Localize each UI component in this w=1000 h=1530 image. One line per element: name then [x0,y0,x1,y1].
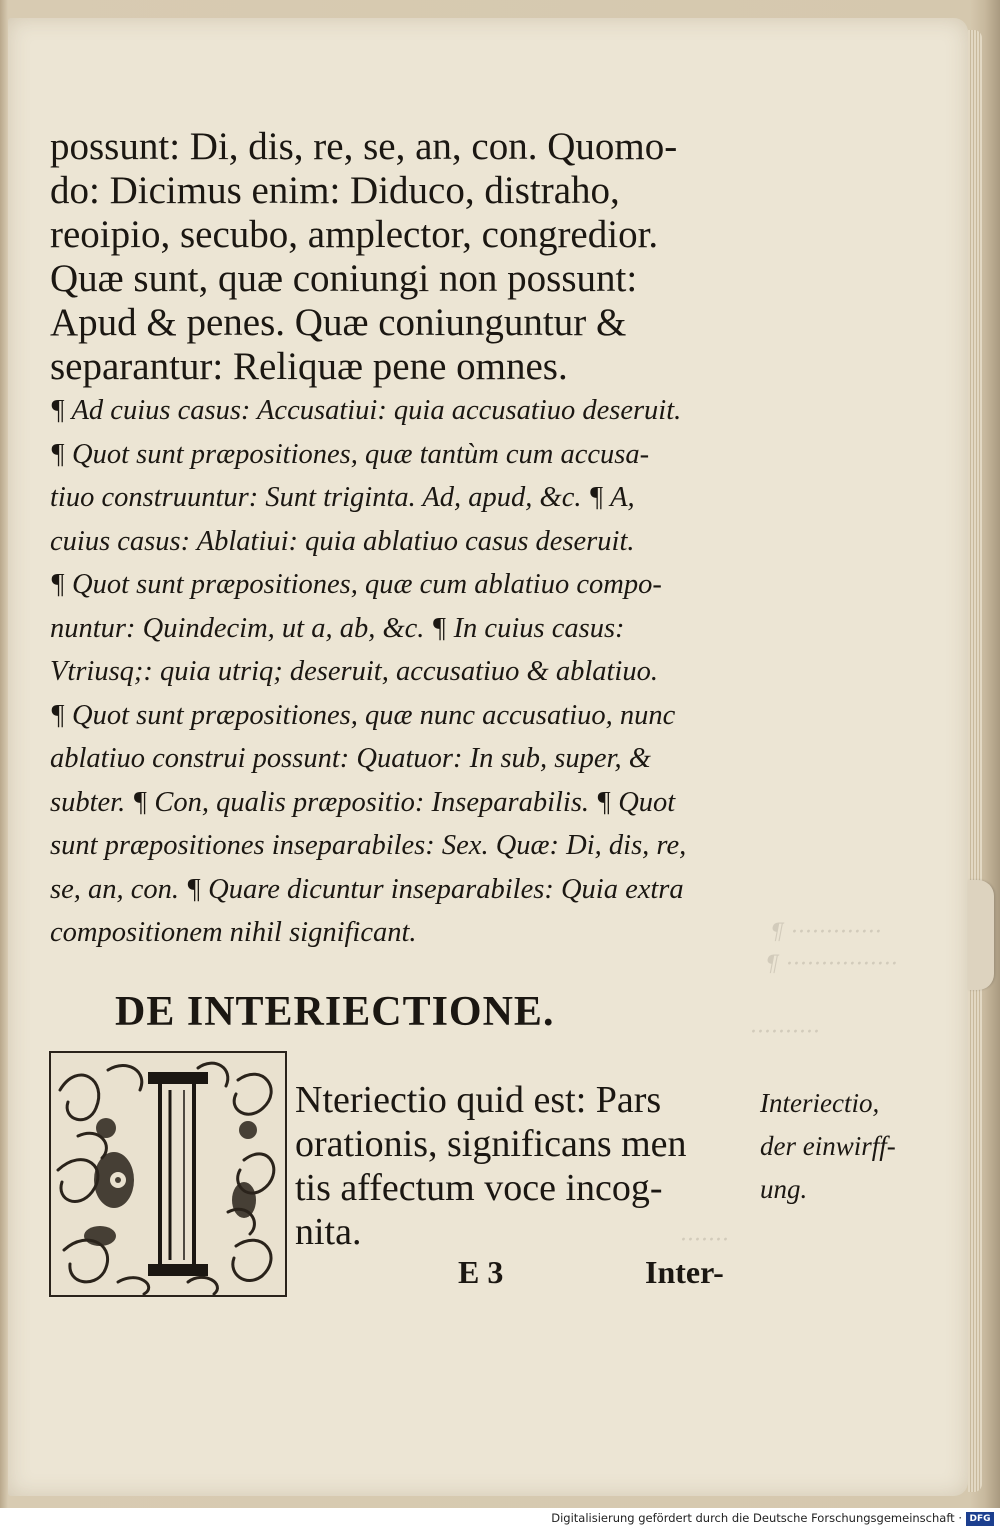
signature-mark: E 3 [458,1254,504,1290]
page-edges [968,30,982,1492]
entry-line: nita. [295,1211,362,1253]
text-line: separantur: Reliquæ pene omnes. [50,345,568,388]
text-line: subter. ¶ Con, qualis præpositio: Inseparabilis. ¶ Quot [50,786,676,818]
gloss-line: Interiectio, [760,1088,880,1118]
section-heading: DE INTERIECTIONE. [115,989,555,1035]
gloss-line: der einwirff- [760,1131,896,1161]
woodcut-initial-icon [48,1050,288,1298]
interjection-entry [295,1078,755,1254]
text-line: Quæ sunt, quæ coniungi non possunt: [50,257,638,300]
text-line: cuius casus: Ablatiui: quia ablatiuo casus deseruit. [50,525,635,557]
text-line: ¶ Quot sunt præpositiones, quæ tantùm cum accusa- [50,438,650,470]
text-line: tiuo construuntur: Sunt triginta. Ad, apud, &c. ¶ A, [50,482,635,513]
funding-credit: Digitalisierung gefördert durch die Deutsche Forschungsgemeinschaft · [551,1511,962,1525]
text-line: Vtriusq;: quia utriq; deseruit, accusatiuo & ablatiuo. [50,656,658,687]
text-line: ¶ Ad cuius casus: Accusatiui: quia accusatiuo deseruit. [50,395,682,426]
dfg-logo-icon: DFG [966,1512,994,1526]
text-line: do: Dicimus enim: Diduco, distraho, [50,169,620,212]
text-line: reoipio, secubo, amplector, congredior. [50,213,659,256]
footer-bar [0,1508,1000,1530]
text-line: se, an, con. ¶ Quare dicuntur inseparabiles: Quia extra [50,873,684,905]
decorated-initial-icon [48,1050,288,1298]
gloss-line: ung. [760,1174,808,1204]
body-text [50,125,762,955]
bleed-through: ¶ ············· [770,920,882,945]
bleed-through: ·········· [750,1020,820,1045]
text-line: possunt: Di, dis, re, se, an, con. Quomo- [50,125,678,168]
text-line: sunt præpositiones inseparabiles: Sex. Quæ: Di, dis, re, [50,830,687,861]
text-line: Apud & penes. Quæ coniunguntur & [50,301,627,344]
entry-line: Nteriectio quid est: Pars [295,1079,662,1121]
text-line: nuntur: Quindecim, ut a, ab, &c. ¶ In cuius casus: [50,612,625,644]
text-line: ¶ Quot sunt præpositiones, quæ cum ablatiuo compo- [50,569,662,600]
text-line: ¶ Quot sunt præpositiones, quæ nunc accusatiuo, nunc [50,699,676,731]
margin-gloss [760,1082,930,1211]
text-line: compositionem nihil significant. [50,917,417,948]
bleed-through: ······· [680,1228,729,1253]
catchword: Inter- [645,1254,724,1290]
page-tab [968,880,994,990]
bleed-through: ¶ ················ [765,952,898,977]
text-line: ablatiuo construi possunt: Quatuor: In sub, super, & [50,743,651,774]
entry-line: tis affectum voce incog- [295,1167,663,1209]
entry-line: orationis, significans men [295,1123,687,1165]
